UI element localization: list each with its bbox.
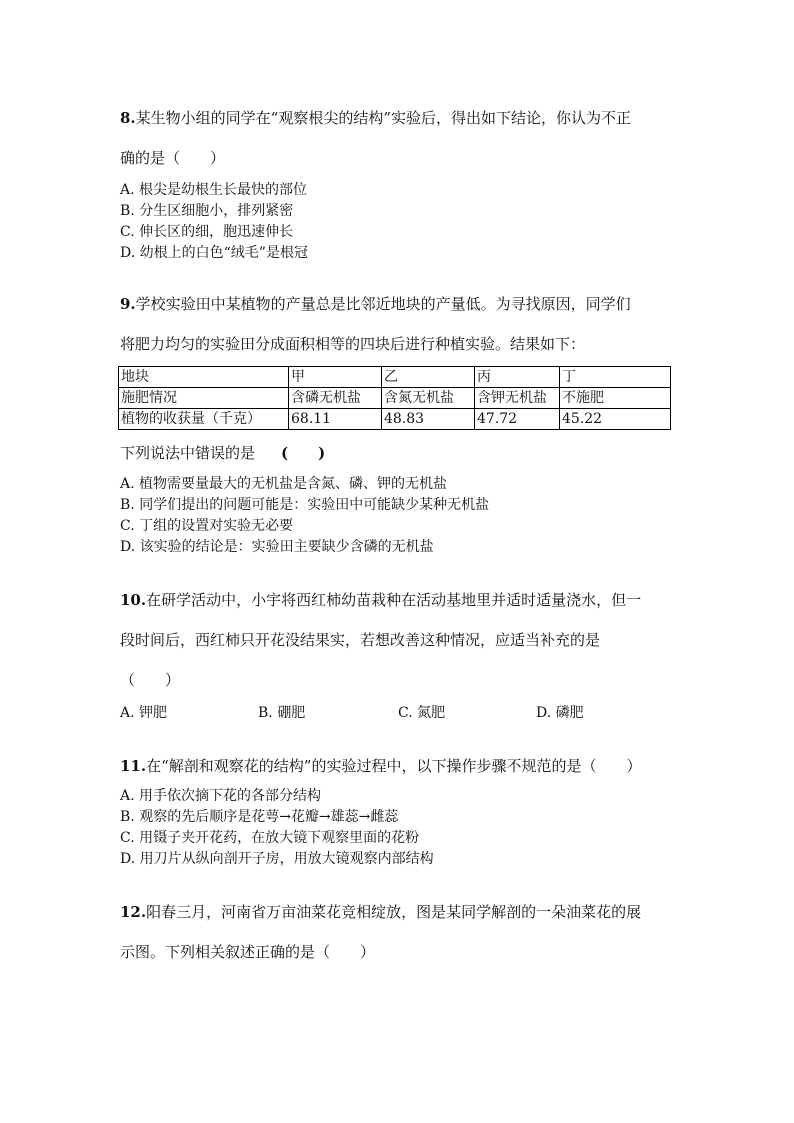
q11-stem-text: 在“解剖和观察花的结构”的实验过程中，以下操作步骤不规范的是（ ） xyxy=(146,757,642,775)
q10-stem-line1 xyxy=(120,590,680,610)
q10-option-c: C. 氮肥 xyxy=(398,705,446,721)
q9-stem-text: 学校实验田中某植物的产量总是比邻近地块的产量低。为寻找原因，同学们 xyxy=(135,295,631,313)
q11-option-c: C. 用镊子夹开花药，在放大镜下观察里面的花粉 xyxy=(120,830,420,846)
table-cell: 丁 xyxy=(560,367,671,388)
q8-option-d: D. 幼根上的白色“绒毛”是根冠 xyxy=(120,245,308,261)
table-cell: 68.11 xyxy=(289,409,382,430)
q11-number: 11. xyxy=(120,757,147,775)
q12-stem-line1 xyxy=(120,902,680,922)
table-cell: 含氮无机盐 xyxy=(382,388,475,409)
table-cell: 地块 xyxy=(119,367,289,388)
yield-table xyxy=(118,366,671,430)
q9-number: 9. xyxy=(120,295,136,313)
table-cell: 含钾无机盐 xyxy=(475,388,560,409)
q10-number: 10. xyxy=(120,591,147,609)
q11-option-b: B. 观察的先后顺序是花萼→花瓣→雄蕊→雌蕊 xyxy=(120,809,399,825)
table-cell: 47.72 xyxy=(475,409,560,430)
q11-option-a: A. 用手依次摘下花的各部分结构 xyxy=(120,788,322,804)
q11-option-d: D. 用刀片从纵向剖开子房，用放大镜观察内部结构 xyxy=(120,851,434,867)
table-cell: 植物的收获量（千克） xyxy=(119,409,289,430)
q12-stem-line2: 示图。下列相关叙述正确的是（ ） xyxy=(120,943,376,961)
q8-stem-text: 某生物小组的同学在“观察根尖的结构”实验后，得出如下结论，你认为不正 xyxy=(135,109,632,127)
table-cell: 不施肥 xyxy=(560,388,671,409)
q9-option-b: B. 同学们提出的问题可能是：实验田中可能缺少某种无机盐 xyxy=(120,497,490,513)
q8-stem-line1 xyxy=(120,108,680,128)
table-cell: 甲 xyxy=(289,367,382,388)
table-row xyxy=(119,409,671,430)
q9-option-a: A. 植物需要量最大的无机盐是含氮、磷、钾的无机盐 xyxy=(120,476,448,492)
table-cell: 丙 xyxy=(475,367,560,388)
q10-option-d: D. 磷肥 xyxy=(536,705,584,721)
q11-stem-line1 xyxy=(120,756,680,776)
q10-options xyxy=(120,702,680,724)
q9-prompt-text: 下列说法中错误的是 xyxy=(120,444,256,462)
table-cell: 48.83 xyxy=(382,409,475,430)
q8-stem-line2: 确的是（ ） xyxy=(120,149,226,167)
q10-stem-text: 在研学活动中，小宇将西红柿幼苗栽种在活动基地里并适时适量浇水，但一 xyxy=(146,591,642,609)
table-cell: 45.22 xyxy=(560,409,671,430)
q10-stem-line2: 段时间后，西红柿只开花没结果实，若想改善这种情况，应适当补充的是 xyxy=(120,631,601,649)
q10-option-a: A. 钾肥 xyxy=(120,705,168,721)
q10-stem-line3: （ ） xyxy=(120,671,181,689)
table-cell: 乙 xyxy=(382,367,475,388)
q8-option-b: B. 分生区细胞小，排列紧密 xyxy=(120,203,294,219)
q9-stem-line1 xyxy=(120,294,680,314)
q10-option-b: B. 硼肥 xyxy=(258,705,306,721)
q8-number: 8. xyxy=(120,109,136,127)
q9-option-c: C. 丁组的设置对实验无必要 xyxy=(120,518,294,534)
table-cell: 含磷无机盐 xyxy=(289,388,382,409)
table-row xyxy=(119,367,671,388)
table-row xyxy=(119,388,671,409)
q9-stem-line2: 将肥力均匀的实验田分成面积相等的四块后进行种植实验。结果如下： xyxy=(120,335,586,353)
q8-option-c: C. 伸长区的细，胞迅速伸长 xyxy=(120,224,294,240)
q12-number: 12. xyxy=(120,903,147,921)
q9-prompt xyxy=(120,443,680,463)
q9-answer-paren: ( ) xyxy=(281,444,326,462)
q12-stem-text: 阳春三月，河南省万亩油菜花竞相绽放，图是某同学解剖的一朵油菜花的展 xyxy=(146,903,642,921)
table-cell: 施肥情况 xyxy=(119,388,289,409)
q8-option-a: A. 根尖是幼根生长最快的部位 xyxy=(120,182,308,198)
q9-option-d: D. 该实验的结论是：实验田主要缺少含磷的无机盐 xyxy=(120,539,434,555)
